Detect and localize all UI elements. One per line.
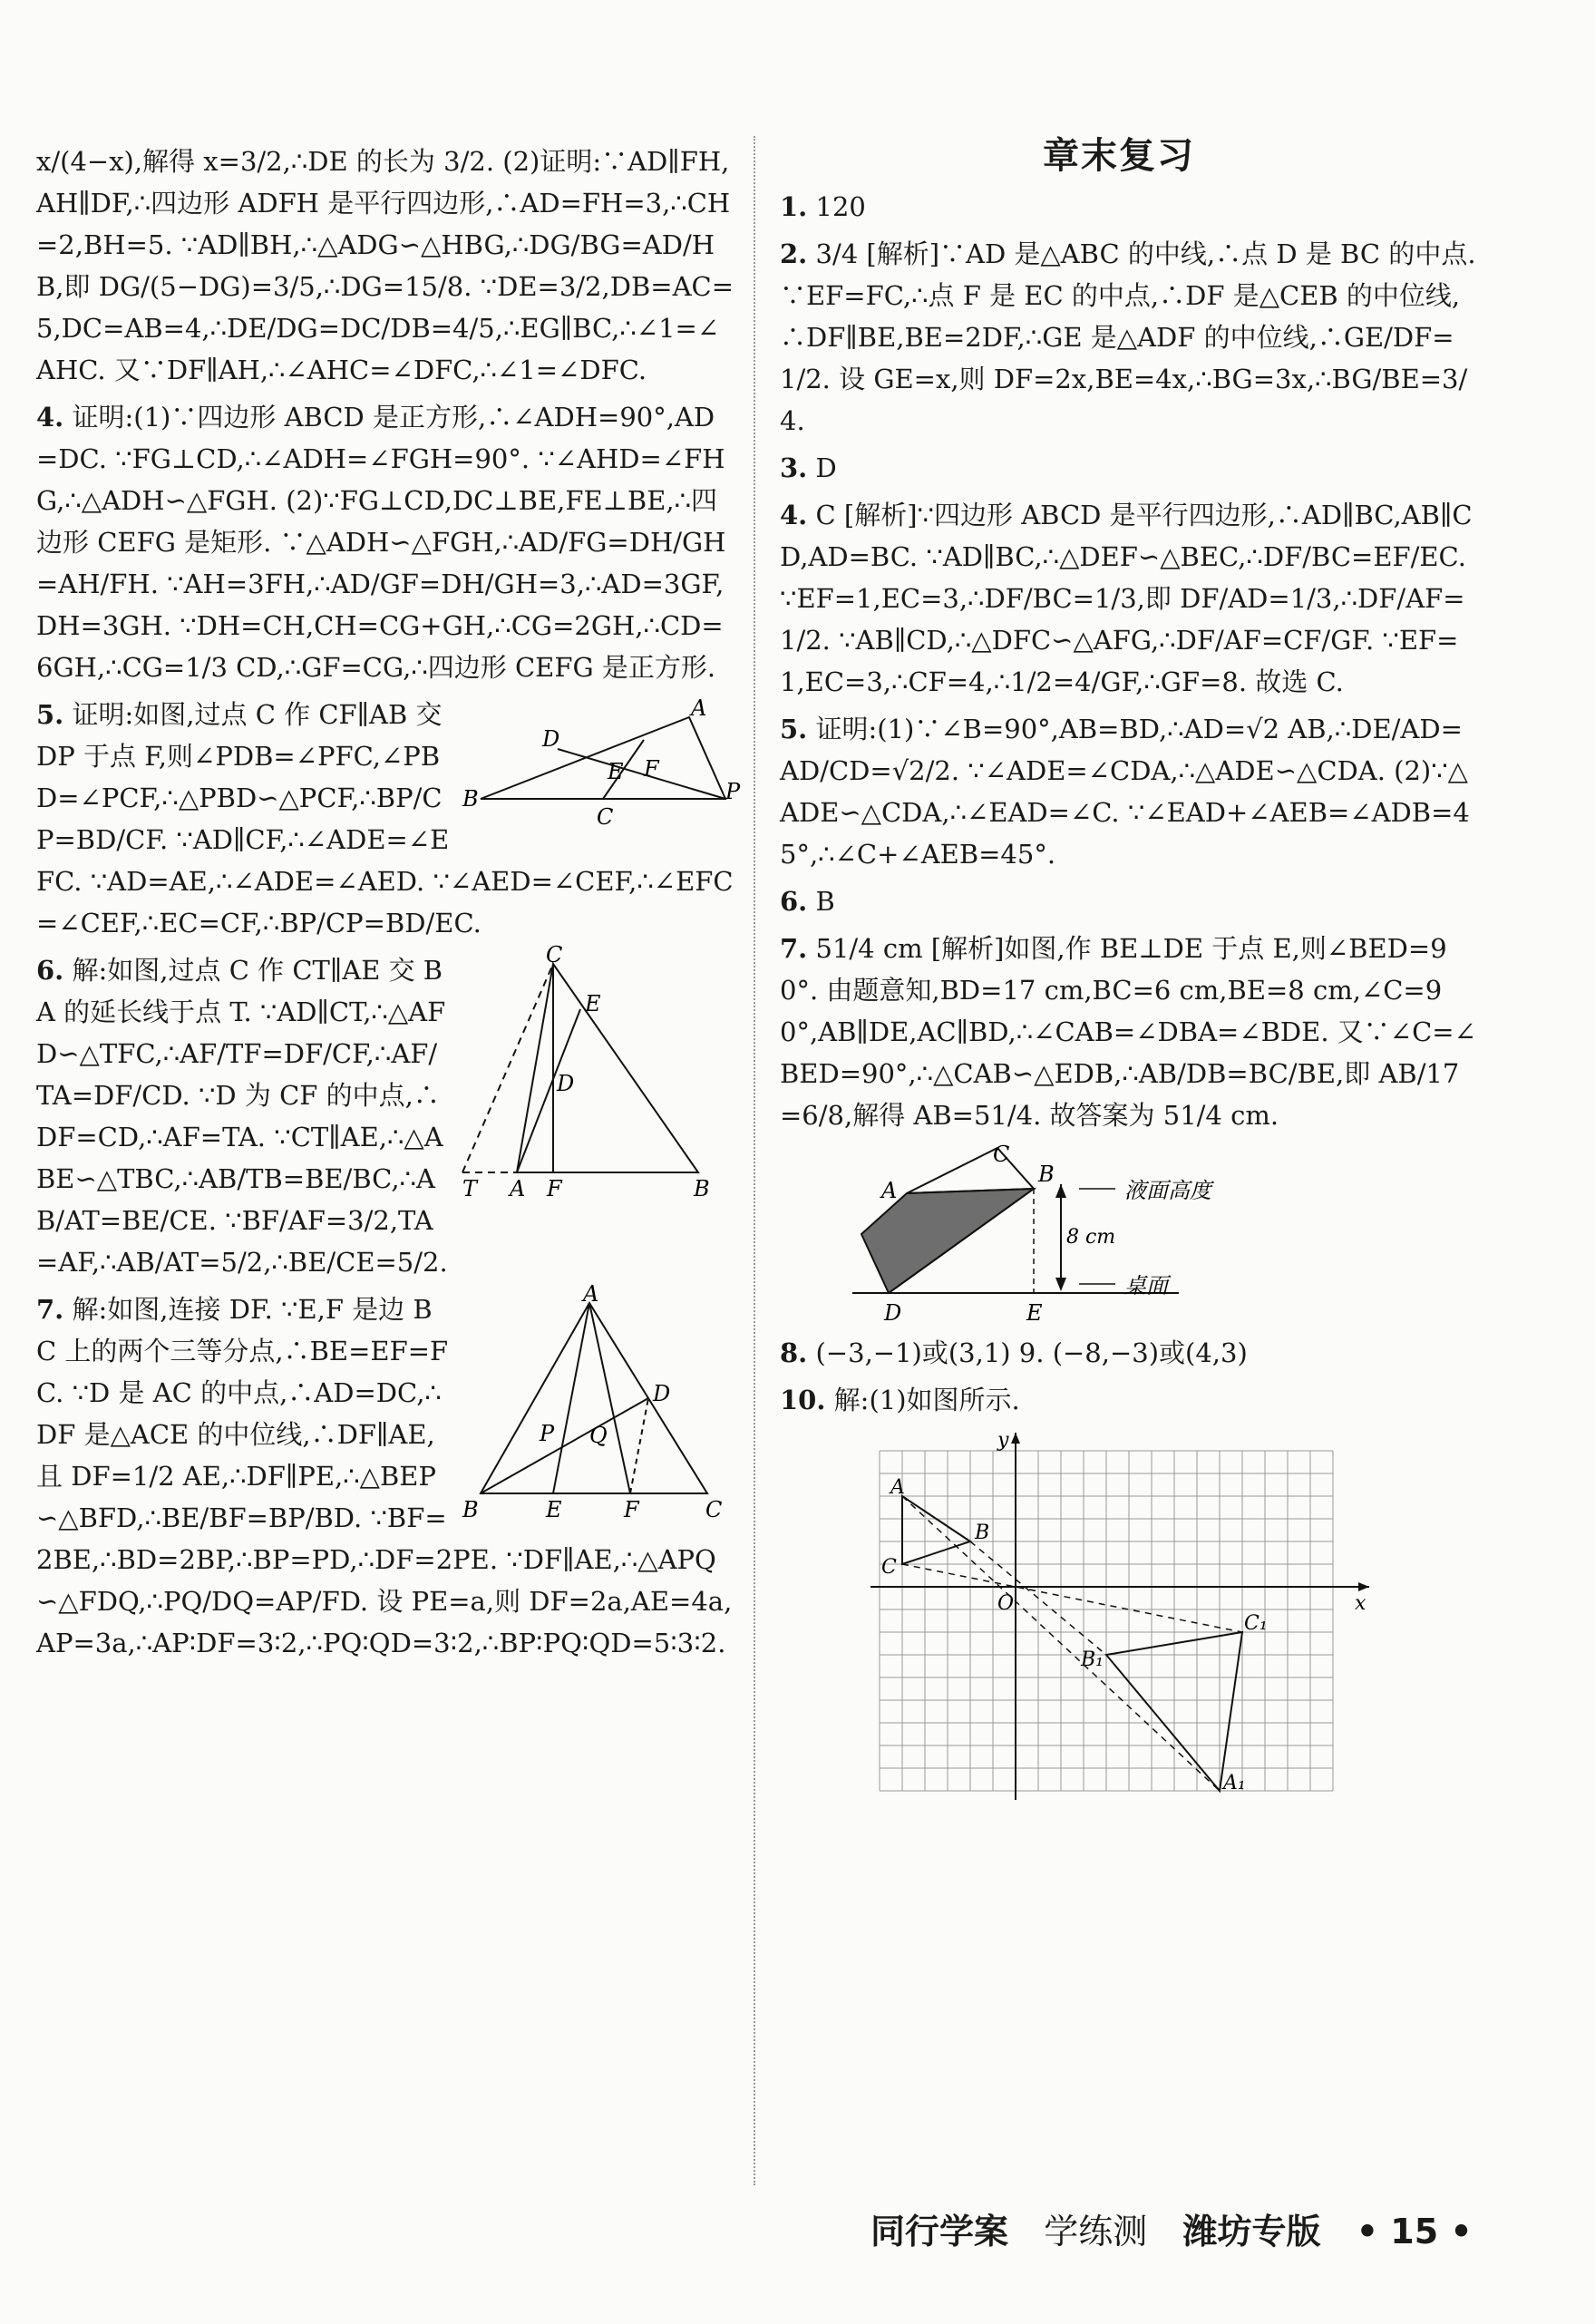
svg-text:桌面: 桌面 xyxy=(1124,1273,1168,1298)
svg-text:D: D xyxy=(653,1381,671,1406)
left-item-4: 4. 证明:(1)∵四边形 ABCD 是正方形,∴∠ADH=90°,AD=DC. ∵FG⊥CD,∴∠ADH=∠FGH=90°. ∵∠AHD=∠FHG,∴△ADH∽△FGH. (2)∵FG⊥CD,DC⊥BE,FE⊥BE,∴四边形 CEFG 是矩形. ∵△ADH∽△FGH,∴AD/FG=DH/GH=AH/FH. ∵AH=3FH,∴AD/GF=DH/GH=3,∴AD=3GF,DH=3GH. ∵DH=CH,CH=CG+GH,∴CG=2GH,∴CD=6GH,∴CG=1/3 CD,∴GF=CG,∴四边形 CEFG 是正方形. xyxy=(36,402,726,683)
item-text: 3/4 [解析]∵AD 是△ABC 的中线,∴点 D 是 BC 的中点. ∵EF=FC,∴点 F 是 EC 的中点,∴DF 是△CEB 的中位线,∴DF∥BE,BE=2DF,∴GE 是△ADF 的中位线,∴GE/DF=1/2. 设 GE=x,则 DF=2x,BE=4x,∴BG=3x,∴BG/BE=3/4. xyxy=(780,238,1476,436)
svg-text:C: C xyxy=(597,804,614,830)
svg-text:O: O xyxy=(997,1592,1015,1615)
item-text: 证明:(1)∵∠B=90°,AB=BD,∴AD=√2 AB,∴DE/AD=AD/CD=√2/2. ∵∠ADE=∠CDA,∴△ADE∽△CDA. (2)∵△ADE∽△CDA,∴∠EAD=∠C. ∵∠EAD+∠AEB=∠ADB=45°,∴∠C+∠AEB=45°. xyxy=(780,714,1470,870)
page-footer xyxy=(870,2203,1496,2253)
svg-text:F: F xyxy=(644,756,659,782)
figure-r10-grid xyxy=(870,1428,1378,1800)
right-item-8-9: 8. (−3,−1)或(3,1) 9. (−8,−3)或(4,3) xyxy=(780,1337,1248,1368)
svg-text:C₁: C₁ xyxy=(1244,1612,1268,1635)
svg-text:B₁: B₁ xyxy=(1081,1648,1104,1671)
figure-r7-tank xyxy=(852,1143,1288,1325)
footer-series: 学练测 xyxy=(1044,2212,1148,2251)
column-divider xyxy=(754,136,755,2185)
svg-text:D: D xyxy=(884,1300,902,1326)
footer-brand: 同行学案 xyxy=(870,2212,1009,2251)
item-text: (−3,−1)或(3,1) 9. (−8,−3)或(4,3) xyxy=(815,1337,1248,1368)
svg-text:x: x xyxy=(1355,1592,1366,1615)
figure-q6 xyxy=(462,942,734,1201)
item-text: 证明:如图,过点 C 作 CF∥AB 交 DP 于点 F,则∠PDB=∠PFC,∠PBD=∠PCF,∴△PBD∽△PCF,∴BP/CP=BD/CF. ∵AD∥CF,∴∠ADE=∠EFC. ∵AD=AE,∴∠ADE=∠AED. ∵∠AED=∠CEF,∴∠EFC=∠CEF,∴EC=CF,∴BP/CP=BD/EC. xyxy=(36,699,734,938)
svg-text:F: F xyxy=(547,1176,562,1201)
svg-text:C: C xyxy=(546,942,563,968)
right-item-4: 4. C [解析]∵四边形 ABCD 是平行四边形,∴AD∥BC,AB∥CD,AD=BC. ∵AD∥BC,∴△DEF∽△BEC,∴DF/BC=EF/EC. ∵EF=1,EC=3,∴DF/BC=1/3,即 DF/AD=1/3,∴DF/AF=1/2. ∵AB∥CD,∴△DFC∽△AFG,∴DF/AF=CF/GF. ∵EF=1,EC=3,∴CF=4,∴1/2=4/GF,∴GF=8. 故选 C. xyxy=(780,500,1473,697)
section-title: 章末复习 xyxy=(1043,135,1195,177)
svg-text:T: T xyxy=(462,1176,478,1201)
right-item-6: 6. B xyxy=(780,886,835,917)
item-text: D xyxy=(815,452,837,483)
svg-text:C: C xyxy=(993,1142,1010,1167)
item-text: x/(4−x),解得 x=3/2,∴DE 的长为 3/2. (2)证明:∵AD∥FH,AH∥DF,∴四边形 ADFH 是平行四边形,∴AD=FH=3,∴CH=2,BH=5. ∵AD∥BH,∴△ADG∽△HBG,∴DG/BG=AD/HB,即 DG/(5−DG)=3/5,∴DG=15/8. ∵DE=3/2,DB=AC=5,DC=AB=4,∴DE/DG=DC/DB=4/5,∴EG∥BC,∴∠1=∠AHC. 又∵DF∥AH,∴∠AHC=∠DFC,∴∠1=∠DFC. xyxy=(36,146,734,385)
item-text: 解:如图,连接 DF. ∵E,F 是边 BC 上的两个三等分点,∴BE=EF=FC. ∵D 是 AC 的中点,∴AD=DC,∴DF 是△ACE 的中位线,∴DF∥AE,且 DF=1/2 AE,∴DF∥PE,∴△BEP∽△BFD,∴BE/BF=BP/BD. ∵BF=2BE,∴BD=2BP,∴BP=PD,∴DF=2PE. ∵DF∥AE,∴△APQ∽△FDQ,∴PQ/DQ=AP/FD. 设 PE=a,则 DF=2a,AE=4a,AP=3a,∴AP∶DF=3∶2,∴PQ∶QD=3∶2,∴BP∶PQ∶QD=5∶3∶2. xyxy=(36,1294,733,1658)
svg-text:E: E xyxy=(546,1497,562,1522)
svg-text:P: P xyxy=(725,779,741,804)
svg-text:C: C xyxy=(881,1556,897,1579)
svg-text:A: A xyxy=(691,695,707,721)
item-text: C [解析]∵四边形 ABCD 是平行四边形,∴AD∥BC,AB∥CD,AD=BC. ∵AD∥BC,∴△DEF∽△BEC,∴DF/BC=EF/EC. ∵EF=1,EC=3,∴DF/BC=1/3,即 DF/AD=1/3,∴DF/AF=1/2. ∵AB∥CD,∴△DFC∽△AFG,∴DF/AF=CF/GF. ∵EF=1,EC=3,∴CF=4,∴1/2=4/GF,∴GF=8. 故选 C. xyxy=(780,500,1473,697)
svg-text:P: P xyxy=(540,1421,555,1446)
right-item-5: 5. 证明:(1)∵∠B=90°,AB=BD,∴AD=√2 AB,∴DE/AD=AD/CD=√2/2. ∵∠ADE=∠CDA,∴△ADE∽△CDA. (2)∵△ADE∽△CDA,∴∠EAD=∠C. ∵∠EAD+∠AEB=∠ADB=45°,∴∠C+∠AEB=45°. xyxy=(780,714,1470,870)
right-item-2: 2. 3/4 [解析]∵AD 是△ABC 的中线,∴点 D 是 BC 的中点. ∵EF=FC,∴点 F 是 EC 的中点,∴DF 是△CEB 的中位线,∴DF∥BE,BE=2DF,∴GE 是△ADF 的中位线,∴GE/DF=1/2. 设 GE=x,则 DF=2x,BE=4x,∴BG=3x,∴BG/BE=3/4. xyxy=(780,238,1476,436)
svg-text:B: B xyxy=(462,786,479,812)
svg-text:A: A xyxy=(881,1178,898,1203)
svg-text:B: B xyxy=(694,1176,710,1201)
item-text: 解:(1)如图所示. xyxy=(833,1385,1020,1415)
right-item-3: 3. D xyxy=(780,452,837,483)
footer-edition: 潍坊专版 xyxy=(1182,2212,1321,2251)
svg-text:Q: Q xyxy=(589,1423,608,1448)
figure-q5 xyxy=(462,695,741,844)
right-column xyxy=(780,186,1478,1807)
svg-text:8 cm: 8 cm xyxy=(1066,1226,1116,1249)
svg-text:E: E xyxy=(608,759,624,784)
svg-text:C: C xyxy=(705,1497,723,1522)
svg-text:D: D xyxy=(557,1071,575,1096)
svg-text:B: B xyxy=(462,1497,479,1522)
figure-q7 xyxy=(462,1281,734,1522)
item-text: B xyxy=(815,886,835,917)
item-text: 120 xyxy=(815,191,866,222)
svg-text:D: D xyxy=(542,726,560,752)
item-text: 证明:(1)∵四边形 ABCD 是正方形,∴∠ADH=90°,AD=DC. ∵FG⊥CD,∴∠ADH=∠FGH=90°. ∵∠AHD=∠FHG,∴△ADH∽△FGH. (2)∵FG⊥CD,DC⊥BE,FE⊥BE,∴四边形 CEFG 是矩形. ∵△ADH∽△FGH,∴AD/FG=DH/GH=AH/FH. ∵AH=3FH,∴AD/GF=DH/GH=3,∴AD=3GF,DH=3GH. ∵DH=CH,CH=CG+GH,∴CG=2GH,∴CD=6GH,∴CG=1/3 CD,∴GF=CG,∴四边形 CEFG 是正方形. xyxy=(36,402,726,683)
svg-text:B: B xyxy=(975,1522,990,1544)
item-text: 51/4 cm [解析]如图,作 BE⊥DE 于点 E,则∠BED=90°. 由题意知,BD=17 cm,BC=6 cm,BE=8 cm,∠C=90°,AB∥DE,AC∥BD,∴∠CAB=∠DBA=∠BDE. 又∵∠C=∠BED=90°,∴△CAB∽△EDB,∴AB/DB=BC/BE,即 AB/17=6/8,解得 AB=51/4. 故答案为 51/4 cm. xyxy=(780,933,1476,1131)
right-item-1: 1. 120 xyxy=(780,191,866,222)
svg-text:A₁: A₁ xyxy=(1223,1772,1246,1794)
left-item-cont xyxy=(36,141,734,391)
svg-text:A: A xyxy=(583,1281,599,1307)
svg-text:A: A xyxy=(510,1176,526,1201)
right-item-7: 7. 51/4 cm [解析]如图,作 BE⊥DE 于点 E,则∠BED=90°. 由题意知,BD=17 cm,BC=6 cm,BE=8 cm,∠C=90°,AB∥DE,AC∥BD,∴∠CAB=∠DBA=∠BDE. 又∵∠C=∠BED=90°,∴△CAB∽△EDB,∴AB/DB=BC/BE,即 AB/17=6/8,解得 AB=51/4. 故答案为 51/4 cm. xyxy=(780,933,1476,1131)
left-item-6: C E D T A F B 6. 解:如图,过点 C 作 CT∥AE 交 BA 的延长线于点 T. ∵AD∥CT,∴△AFD∽△TFC,∴AF/TF=DF/CF,∴AF/TA=DF/CD. ∵D 为 CF 的中点,∴DF=CD,∴AF=TA. ∵CT∥AE,∴△ABE∽△TBC,∴AB/TB=BE/BC,∴AB/AT=BE/CE. ∵BF/AF=3/2,TA=AF,∴AB/AT=5/2,∴BE/CE=5/2. xyxy=(36,949,734,1283)
svg-text:液面高度: 液面高度 xyxy=(1124,1178,1211,1203)
item-text: 解:如图,过点 C 作 CT∥AE 交 BA 的延长线于点 T. ∵AD∥CT,∴△AFD∽△TFC,∴AF/TF=DF/CF,∴AF/TA=DF/CD. ∵D 为 CF 的中点,∴DF=CD,∴AF=TA. ∵CT∥AE,∴△ABE∽△TBC,∴AB/TB=BE/BC,∴AB/AT=BE/CE. ∵BF/AF=3/2,TA=AF,∴AB/AT=5/2,∴BE/CE=5/2. xyxy=(36,955,448,1278)
svg-text:E: E xyxy=(1026,1300,1043,1326)
svg-text:E: E xyxy=(585,991,601,1016)
left-item-5: A D E F B C P 5. 证明:如图,过点 C 作 CF∥AB 交 DP 于点 F,则∠PDB=∠PFC,∠PBD=∠PCF,∴△PBD∽△PCF,∴BP/CP=BD/CF. ∵AD∥CF,∴∠ADE=∠EFC. ∵AD=AE,∴∠ADE=∠AED. ∵∠AED=∠CEF,∴∠EFC=∠CEF,∴EC=CF,∴BP/CP=BD/EC. xyxy=(36,695,741,938)
svg-text:B: B xyxy=(1038,1162,1055,1187)
svg-text:F: F xyxy=(624,1497,639,1522)
left-column xyxy=(36,141,741,1669)
right-item-10: 10. 解:(1)如图所示. xyxy=(780,1385,1020,1415)
page-number: • 15 • xyxy=(1356,2212,1473,2251)
left-item-7: A D P Q B E F C 7. 解:如图,连接 DF. ∵E,F 是边 BC 上的两个三等分点,∴BE=EF=FC. ∵D 是 AC 的中点,∴AD=DC,∴DF 是△ACE 的中位线,∴DF∥AE,且 DF=1/2 AE,∴DF∥PE,∴△BEP∽△BFD,∴BE/BF=BP/BD. ∵BF=2BE,∴BD=2BP,∴BP=PD,∴DF=2PE. ∵DF∥AE,∴△APQ∽△FDQ,∴PQ/DQ=AP/FD. 设 PE=a,则 DF=2a,AE=4a,AP=3a,∴AP∶DF=3∶2,∴PQ∶QD=3∶2,∴BP∶PQ∶QD=5∶3∶2. xyxy=(36,1288,734,1664)
svg-text:y: y xyxy=(997,1429,1009,1452)
svg-text:A: A xyxy=(890,1476,905,1499)
